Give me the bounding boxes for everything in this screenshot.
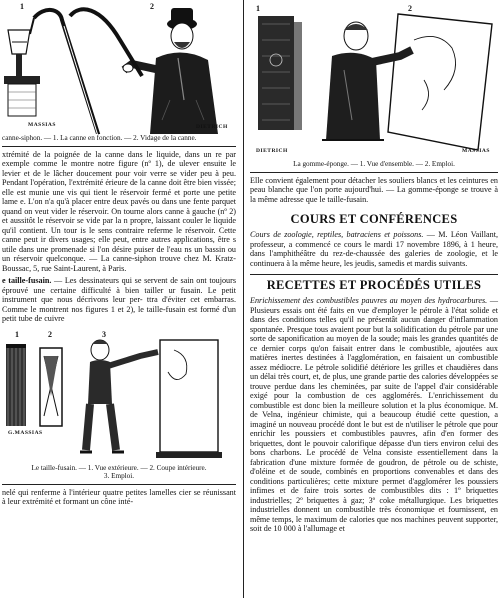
- figure-caption: canne-siphon. — 1. La canne en fonction. — 2. Vidage de la canne.: [2, 134, 197, 142]
- section-cours-body: [248, 230, 500, 268]
- paragraph-text: — Plusieurs essais ont été faits en vue d'employer le pétrole à l'état solide et dans des conditions telles qu'il ne présentât aucun danger d'inflammation spontanée. Presque tous avaient pour but la solidification du pétrole par une sorte de saponification au moyen de la soude; mais les grandes quantités de ce dernier corps qu'on faisait entrer dans le combustible, ajoutées aux matières inertes destinées à l'agglomération, en faisaient un combustible assez médiocre. Le pétrole solidifié détériore les grilles et chaudières dans un délai très court, et, de plus, une grande partie des calories développées se trouve perdue dans les cheminées, par suite de l'appel d'air considérable exigé pour la combustion de ces agglomérés. L'enrichissement du combustible est donc bien la meilleure solution et la plus économique. M. de Velna, ingénieur chimiste, qui a beaucoup étudié cette question, a imaginé un nouveau procédé dont le but est de n'utiliser le pétrole que pour enrichir les poussiers et combustibles pauvres, afin d'en former des briquettes, dont le pouvoir calorifique dépasse d'un tiers environ celui des bons charbons. Le procédé de Velna consiste essentiellement dans la fabrication d'une mixture formée de goudron, de pétrole ou de schiste, d'oléine et de soude, combinés en proportions convenables et dans des conditions particulières; cette mixture permet d'agglomérer les poussiers infimes et de faire trois sortes de combustibles dits : 1º briquettes industrielles; 2º briquettes à gaz; 3º coke métallurgique. Les briquettes industrielles donnent un combustible très économique et fournissent, en même temps, le maximum de calories que nos machines peuvent supporter, soit de 10 000 à l'allumage et: [250, 296, 499, 534]
- item-heading: Cours de zoologie, reptiles, batraciens et poissons.: [250, 230, 424, 240]
- divider: [250, 172, 498, 173]
- figure-label-1: 1: [20, 2, 24, 11]
- paragraph-text: — M. Léon Vaillant, professeur, a commencé ce cours le mardi 17 novembre 1896, à 1 heure, dans l'amphithéâtre du rez-de-chaussée des galeries de zoologie, et le continuera à la même heure, les jeudis, samedis et mardis suivants.: [250, 230, 499, 268]
- section-recettes-body: [248, 296, 500, 534]
- left-column: [0, 0, 238, 598]
- paragraph: [2, 276, 236, 324]
- paragraph: Elle convient également pour détacher les souliers blancs et les ceintures en peau blanche que l'on porte aujourd'hui. — La gomme-éponge se trouve à la même adresse que le taille-fusain.: [250, 175, 498, 204]
- figure-taille-fusain: [0, 326, 238, 464]
- paragraph: [250, 230, 498, 268]
- figure-caption: 3. Emploi.: [103, 472, 135, 481]
- article-heading: e taille-fusain.: [2, 276, 52, 286]
- figure-caption: Le taille-fusain. — 1. Vue extérieure. — 2. Coupe intérieure.: [31, 463, 207, 472]
- article-taille-fusain: [0, 276, 238, 324]
- figure-canne-siphon: [0, 0, 238, 134]
- engraver-signature: DIETRICH: [256, 148, 288, 154]
- taille-fusain-illustration: [0, 326, 238, 464]
- figure-label-1: 1: [256, 4, 260, 13]
- article-canne-siphon-text: [0, 150, 238, 274]
- figure-label-1: 1: [15, 329, 19, 339]
- paragraph: nelé qui renferme à l'intérieur quatre petites lamelles cier se réunissant à leur extrémité et formant un cône inté-: [2, 487, 236, 507]
- gomme-eponge-illustration: [248, 0, 500, 160]
- article-taille-fusain-continued: [0, 488, 238, 507]
- figure-label-3: 3: [102, 329, 106, 339]
- divider: [250, 274, 498, 275]
- engraver-signature: DIETRICH: [196, 124, 228, 130]
- figure-label-2: 2: [408, 4, 412, 13]
- paragraph-text: — Les dessinateurs qui se servent de sain ont toujours éprouvé une certaine difficulté à bien tailler ur fusain. Le petit instrument que nous décrivons leur per- ttra d'éviter cet embarras. Comme le montrent nos figures 1 et 2), le taille-fusain est formé d'un petit tube de cuivre: [2, 276, 236, 324]
- figure-gomme-eponge: [248, 0, 500, 160]
- article-gomme-eponge-text: [248, 176, 500, 205]
- figure-label-2: 2: [150, 2, 154, 11]
- section-title-cours: COURS ET CONFÉRENCES: [290, 212, 458, 227]
- right-column: [248, 0, 500, 598]
- item-heading: Enrichissement des combustibles pauvres au moyen des hydrocarbures.: [250, 296, 488, 306]
- divider: [2, 484, 236, 485]
- engraver-signature: MASSIAS: [28, 122, 56, 128]
- canne-siphon-illustration: [0, 0, 238, 134]
- column-rule: [243, 0, 244, 598]
- paragraph: [250, 296, 498, 534]
- figure-caption: La gomme-éponge. — 1. Vue d'ensemble. — 2. Emploi.: [293, 160, 455, 168]
- section-title-recettes: RECETTES ET PROCÉDÉS UTILES: [266, 278, 482, 293]
- figure-label-2: 2: [48, 329, 52, 339]
- divider: [2, 146, 236, 147]
- engraver-signature: G.MASSIAS: [8, 429, 43, 436]
- paragraph: xtrémité de la poignée de la canne dans le liquide, dans un re par exemple comme le montre notre figure (nº 1), de ulever ensuite le levier et de le lâcher doucement pour voir verre se vider peu à peu. Pendant l'opération, l'extrémité érieure de la canne doit être bien vissée; elle est munie une vis qui tient le réservoir fermé et porte une petite lame e. L'on n'a qu'à placer entre deux pavés ou dans une fente parquet quand on veut vider le réservoir. On tourne alors canne à gauche (nº 2) et aussitôt le réservoir se vide par la n propre, laissant couler le liquide qu'il contient. Un tour is le sens contraire referme le réservoir. Cette canne peut ir divers usages; elle peut, entre autres applications, être s utile dans une promenade si l'on désire puiser de l'eau ns un bassin ou un réservoir quelconque. — La canne-siphon trouve chez M. Kratz-Boussac, 5, rue Saint-Laurent, à Paris.: [2, 149, 236, 273]
- engraver-signature: MASSIAS: [462, 148, 490, 154]
